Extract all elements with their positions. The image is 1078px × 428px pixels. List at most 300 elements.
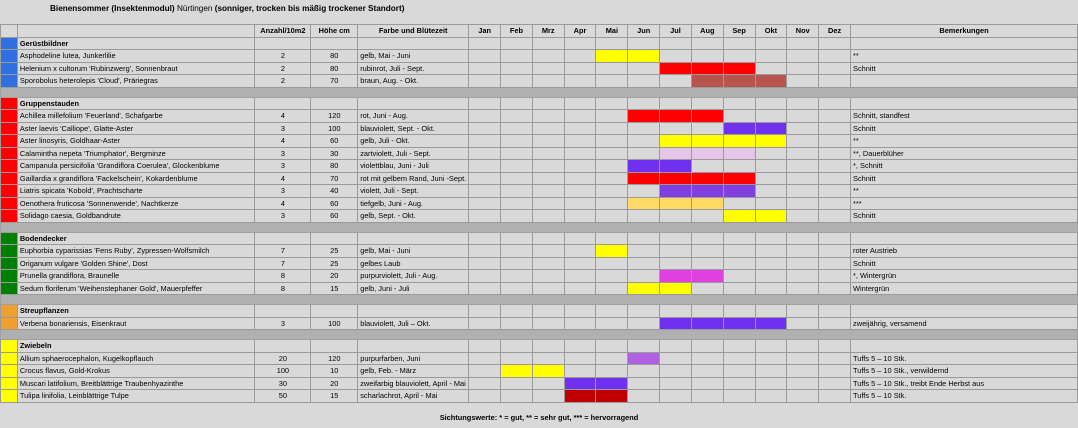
plant-color-bloom: violett, Juli - Sept.	[358, 185, 469, 198]
plant-color-bloom: tiefgelb, Juni - Aug.	[358, 197, 469, 210]
bloom-cell	[723, 210, 755, 223]
empty-cell	[723, 305, 755, 318]
month-cell	[532, 245, 564, 258]
group-separator	[1, 295, 1078, 305]
month-cell	[564, 365, 596, 378]
month-cell	[532, 377, 564, 390]
empty-cell	[755, 340, 787, 353]
plant-count: 3	[255, 317, 311, 330]
plant-notes: **	[851, 135, 1078, 148]
plant-table	[0, 24, 1078, 403]
plant-count: 3	[255, 210, 311, 223]
header-month: Nov	[787, 25, 819, 38]
month-cell	[501, 270, 533, 283]
bloom-cell	[660, 197, 692, 210]
month-cell	[755, 390, 787, 403]
month-cell	[787, 172, 819, 185]
month-cell	[501, 122, 533, 135]
bloom-cell	[596, 377, 628, 390]
bloom-cell	[755, 210, 787, 223]
month-cell	[819, 185, 851, 198]
month-cell	[819, 197, 851, 210]
empty-cell	[787, 340, 819, 353]
plant-name: Campanula persicifolia 'Grandiflora Coerulea', Glockenblume	[17, 160, 255, 173]
empty-cell	[532, 97, 564, 110]
plant-notes: zweijährig, versamend	[851, 317, 1078, 330]
month-cell	[819, 110, 851, 123]
empty-cell	[358, 37, 469, 50]
category-color-marker	[1, 37, 18, 50]
empty-cell	[532, 232, 564, 245]
plant-notes: Schnitt	[851, 62, 1078, 75]
plant-notes	[851, 75, 1078, 88]
bloom-cell	[723, 122, 755, 135]
separator-cell	[1, 222, 1078, 232]
header-height: Höhe cm	[311, 25, 358, 38]
month-cell	[819, 75, 851, 88]
month-cell	[691, 245, 723, 258]
category-color-marker	[1, 305, 18, 318]
category-color-marker	[1, 197, 18, 210]
month-cell	[564, 210, 596, 223]
empty-cell	[596, 340, 628, 353]
empty-cell	[691, 305, 723, 318]
table-row	[1, 172, 1078, 185]
category-color-marker	[1, 377, 18, 390]
bloom-cell	[660, 135, 692, 148]
plant-name: Prunella grandiflora, Braunelle	[17, 270, 255, 283]
group-title: Bodendecker	[17, 232, 255, 245]
bloom-cell	[691, 317, 723, 330]
plant-height: 25	[311, 245, 358, 258]
plant-height: 10	[311, 365, 358, 378]
header-month: Mrz	[532, 25, 564, 38]
empty-cell	[660, 305, 692, 318]
plant-name: Asphodeline lutea, Junkerlilie	[17, 50, 255, 63]
plant-name: Gaillardia x grandiflora 'Fackelschein', Kokardenblume	[17, 172, 255, 185]
empty-cell	[311, 97, 358, 110]
month-cell	[469, 62, 501, 75]
month-cell	[469, 135, 501, 148]
plant-notes: **, Dauerblüher	[851, 147, 1078, 160]
plant-height: 30	[311, 147, 358, 160]
empty-cell	[311, 340, 358, 353]
category-color-marker	[1, 185, 18, 198]
empty-cell	[787, 97, 819, 110]
month-cell	[787, 245, 819, 258]
month-cell	[628, 75, 660, 88]
month-cell	[501, 257, 533, 270]
month-cell	[755, 377, 787, 390]
plant-count: 7	[255, 257, 311, 270]
plant-name: Allium sphaerocephalon, Kugelkopflauch	[17, 352, 255, 365]
plant-color-bloom: gelb, Mai - Juni	[358, 245, 469, 258]
month-cell	[469, 352, 501, 365]
empty-cell	[755, 97, 787, 110]
month-cell	[469, 185, 501, 198]
legend-footer	[0, 413, 1078, 422]
month-cell	[564, 50, 596, 63]
group-separator	[1, 222, 1078, 232]
plant-notes: **	[851, 50, 1078, 63]
plant-color-bloom: scharlachrot, April - Mai	[358, 390, 469, 403]
group-header-row	[1, 305, 1078, 318]
month-cell	[819, 390, 851, 403]
plant-height: 70	[311, 172, 358, 185]
category-color-marker	[1, 160, 18, 173]
group-title: Gerüstbildner	[17, 37, 255, 50]
plant-count: 4	[255, 197, 311, 210]
empty-cell	[501, 340, 533, 353]
bloom-cell	[660, 172, 692, 185]
month-cell	[469, 270, 501, 283]
empty-cell	[723, 97, 755, 110]
month-cell	[469, 377, 501, 390]
month-cell	[819, 135, 851, 148]
month-cell	[755, 365, 787, 378]
plant-name: Muscari latifolium, Breitblättrige Traubenhyazinthe	[17, 377, 255, 390]
empty-cell	[691, 340, 723, 353]
month-cell	[532, 172, 564, 185]
month-cell	[819, 282, 851, 295]
bloom-cell	[628, 172, 660, 185]
month-cell	[787, 62, 819, 75]
plant-notes: Schnitt	[851, 257, 1078, 270]
table-row	[1, 122, 1078, 135]
title-main: Bienensommer (Insektenmodul)	[50, 4, 175, 13]
table-row	[1, 270, 1078, 283]
plant-name: Liatris spicata 'Kobold', Prachtscharte	[17, 185, 255, 198]
category-color-marker	[1, 390, 18, 403]
bloom-cell	[755, 75, 787, 88]
month-cell	[564, 197, 596, 210]
table-row	[1, 377, 1078, 390]
month-cell	[660, 365, 692, 378]
plant-height: 120	[311, 352, 358, 365]
table-row	[1, 245, 1078, 258]
month-cell	[564, 257, 596, 270]
category-color-marker	[1, 122, 18, 135]
table-row	[1, 147, 1078, 160]
category-color-marker	[1, 282, 18, 295]
month-cell	[755, 50, 787, 63]
month-cell	[691, 50, 723, 63]
month-cell	[755, 352, 787, 365]
month-cell	[532, 62, 564, 75]
month-cell	[501, 210, 533, 223]
month-cell	[787, 282, 819, 295]
table-row	[1, 50, 1078, 63]
month-cell	[469, 317, 501, 330]
empty-cell	[501, 97, 533, 110]
plant-name: Helenium x cultorum 'Rubinzwerg', Sonnenbraut	[17, 62, 255, 75]
month-cell	[723, 197, 755, 210]
month-cell	[501, 62, 533, 75]
month-cell	[787, 352, 819, 365]
plant-notes: Schnitt	[851, 172, 1078, 185]
header-month: Jun	[628, 25, 660, 38]
month-cell	[723, 50, 755, 63]
month-cell	[532, 282, 564, 295]
month-cell	[532, 257, 564, 270]
bloom-cell	[691, 172, 723, 185]
plant-height: 15	[311, 390, 358, 403]
empty-cell	[564, 37, 596, 50]
group-header-row	[1, 340, 1078, 353]
group-title: Zwiebeln	[17, 340, 255, 353]
month-cell	[469, 75, 501, 88]
empty-cell	[469, 305, 501, 318]
bloom-cell	[564, 390, 596, 403]
month-cell	[596, 185, 628, 198]
table-row	[1, 75, 1078, 88]
month-cell	[596, 257, 628, 270]
empty-cell	[255, 305, 311, 318]
month-cell	[787, 377, 819, 390]
bloom-cell	[532, 365, 564, 378]
bloom-cell	[628, 282, 660, 295]
bloom-cell	[691, 270, 723, 283]
month-cell	[819, 245, 851, 258]
plant-name: Aster linosyris, Goldhaar-Aster	[17, 135, 255, 148]
month-cell	[469, 110, 501, 123]
plant-height: 120	[311, 110, 358, 123]
plant-color-bloom: purpurviolett, Juli - Aug.	[358, 270, 469, 283]
plant-notes: Schnitt	[851, 122, 1078, 135]
month-cell	[819, 352, 851, 365]
plant-notes: *, Schnitt	[851, 160, 1078, 173]
month-cell	[501, 147, 533, 160]
empty-cell	[469, 97, 501, 110]
table-row	[1, 135, 1078, 148]
month-cell	[819, 270, 851, 283]
empty-cell	[564, 232, 596, 245]
plant-notes: Tuffs 5 – 10 Stk.	[851, 352, 1078, 365]
empty-cell	[564, 97, 596, 110]
month-cell	[755, 197, 787, 210]
empty-cell	[596, 305, 628, 318]
bloom-cell	[596, 50, 628, 63]
table-row	[1, 317, 1078, 330]
plant-height: 25	[311, 257, 358, 270]
plant-name: Achillea millefolium 'Feuerland', Schafgarbe	[17, 110, 255, 123]
month-cell	[596, 62, 628, 75]
table-row	[1, 282, 1078, 295]
month-cell	[755, 110, 787, 123]
month-cell	[564, 352, 596, 365]
plant-count: 3	[255, 122, 311, 135]
empty-cell	[660, 37, 692, 50]
group-title: Streupflanzen	[17, 305, 255, 318]
month-cell	[501, 282, 533, 295]
plant-count: 3	[255, 147, 311, 160]
empty-cell	[358, 97, 469, 110]
plant-color-bloom: gelb, Mai - Juni	[358, 50, 469, 63]
month-cell	[787, 122, 819, 135]
month-cell	[501, 172, 533, 185]
footer-text: * = gut, ** = sehr gut, *** = hervorragend	[499, 413, 639, 422]
bloom-cell	[628, 197, 660, 210]
empty-cell	[787, 37, 819, 50]
category-color-marker	[1, 135, 18, 148]
header-month: Apr	[564, 25, 596, 38]
empty-cell	[819, 305, 851, 318]
footer-label: Sichtungswerte:	[439, 413, 498, 422]
month-cell	[787, 50, 819, 63]
plant-count: 4	[255, 135, 311, 148]
bloom-cell	[628, 50, 660, 63]
bloom-cell	[564, 377, 596, 390]
empty-cell	[787, 232, 819, 245]
month-cell	[819, 62, 851, 75]
month-cell	[532, 160, 564, 173]
bloom-cell	[723, 75, 755, 88]
month-cell	[660, 257, 692, 270]
plant-color-bloom: blauviolett, Sept. - Okt.	[358, 122, 469, 135]
empty-cell	[501, 232, 533, 245]
month-cell	[819, 50, 851, 63]
empty-cell	[851, 305, 1078, 318]
empty-cell	[628, 97, 660, 110]
plant-height: 80	[311, 62, 358, 75]
empty-cell	[469, 232, 501, 245]
category-color-marker	[1, 50, 18, 63]
month-cell	[787, 317, 819, 330]
empty-cell	[564, 305, 596, 318]
plant-count: 3	[255, 160, 311, 173]
month-cell	[596, 75, 628, 88]
empty-cell	[532, 305, 564, 318]
category-color-marker	[1, 110, 18, 123]
category-color-marker	[1, 172, 18, 185]
plant-color-bloom: rubinrot, Juli - Sept.	[358, 62, 469, 75]
table-row	[1, 197, 1078, 210]
title-site: (sonniger, trocken bis mäßig trockener Standort)	[214, 4, 405, 13]
empty-cell	[628, 232, 660, 245]
month-cell	[787, 257, 819, 270]
month-cell	[691, 257, 723, 270]
month-cell	[532, 317, 564, 330]
month-cell	[787, 185, 819, 198]
plant-notes: Tuffs 5 – 10 Stk., verwildernd	[851, 365, 1078, 378]
plant-height: 15	[311, 282, 358, 295]
category-color-marker	[1, 62, 18, 75]
bloom-cell	[691, 197, 723, 210]
month-cell	[723, 390, 755, 403]
plant-notes: Schnitt	[851, 210, 1078, 223]
empty-cell	[819, 232, 851, 245]
empty-cell	[564, 340, 596, 353]
empty-cell	[358, 232, 469, 245]
plant-name: Origanum vulgare 'Golden Shine', Dost	[17, 257, 255, 270]
empty-cell	[469, 340, 501, 353]
month-cell	[596, 172, 628, 185]
empty-cell	[596, 97, 628, 110]
month-cell	[532, 270, 564, 283]
bloom-cell	[501, 365, 533, 378]
month-cell	[469, 365, 501, 378]
month-cell	[564, 245, 596, 258]
header-count: Anzahl/10m2	[255, 25, 311, 38]
empty-cell	[532, 340, 564, 353]
category-color-marker	[1, 317, 18, 330]
month-cell	[564, 317, 596, 330]
month-cell	[787, 197, 819, 210]
plant-count: 4	[255, 110, 311, 123]
empty-cell	[755, 37, 787, 50]
month-cell	[469, 147, 501, 160]
bloom-cell	[660, 270, 692, 283]
month-cell	[532, 197, 564, 210]
month-cell	[532, 390, 564, 403]
separator-cell	[1, 330, 1078, 340]
month-cell	[596, 270, 628, 283]
month-cell	[501, 317, 533, 330]
plant-notes: Wintergrün	[851, 282, 1078, 295]
month-cell	[691, 160, 723, 173]
month-cell	[501, 197, 533, 210]
plant-height: 100	[311, 122, 358, 135]
header-month: Feb	[501, 25, 533, 38]
month-cell	[469, 197, 501, 210]
header-month: Okt	[755, 25, 787, 38]
month-cell	[723, 257, 755, 270]
bloom-cell	[660, 110, 692, 123]
sheet-title	[50, 4, 404, 13]
empty-cell	[311, 232, 358, 245]
empty-cell	[311, 37, 358, 50]
month-cell	[660, 352, 692, 365]
month-cell	[564, 270, 596, 283]
month-cell	[532, 147, 564, 160]
month-cell	[532, 185, 564, 198]
bloom-cell	[723, 317, 755, 330]
month-cell	[532, 210, 564, 223]
table-row	[1, 365, 1078, 378]
month-cell	[819, 172, 851, 185]
month-cell	[564, 185, 596, 198]
month-cell	[723, 270, 755, 283]
month-cell	[501, 245, 533, 258]
month-cell	[501, 135, 533, 148]
month-cell	[628, 185, 660, 198]
bloom-cell	[596, 390, 628, 403]
month-cell	[596, 147, 628, 160]
month-cell	[660, 75, 692, 88]
bloom-cell	[660, 317, 692, 330]
bloom-cell	[660, 147, 692, 160]
month-cell	[660, 390, 692, 403]
month-cell	[564, 282, 596, 295]
month-cell	[532, 75, 564, 88]
plant-color-bloom: purpurfarben, Juni	[358, 352, 469, 365]
group-header-row	[1, 37, 1078, 50]
empty-cell	[596, 232, 628, 245]
month-cell	[564, 160, 596, 173]
plant-color-bloom: gelb, Juli - Okt.	[358, 135, 469, 148]
bloom-cell	[660, 62, 692, 75]
empty-cell	[255, 97, 311, 110]
month-cell	[469, 245, 501, 258]
month-cell	[787, 75, 819, 88]
plant-color-bloom: rot mit gelbem Rand, Juni -Sept.	[358, 172, 469, 185]
month-cell	[532, 352, 564, 365]
month-cell	[723, 110, 755, 123]
empty-cell	[851, 97, 1078, 110]
group-header-row	[1, 232, 1078, 245]
plant-height: 70	[311, 75, 358, 88]
month-cell	[501, 50, 533, 63]
